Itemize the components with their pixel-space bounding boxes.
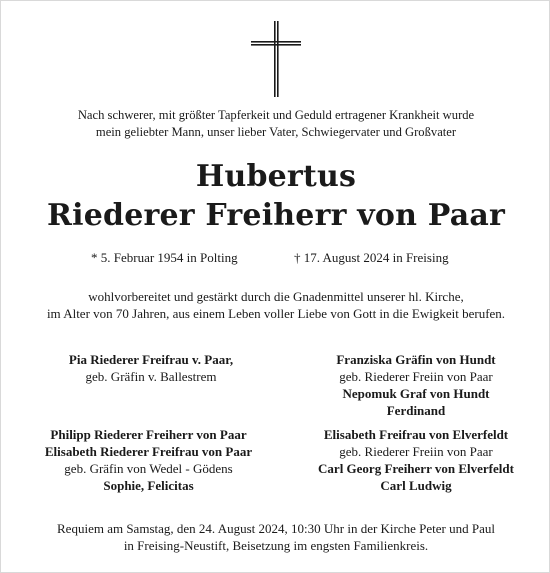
family-group-philipp bbox=[11, 426, 286, 494]
requiem-line-1: Requiem am Samstag, den 24. August 2024, 10:30 Uhr in der Kirche Peter und Paul bbox=[57, 521, 495, 536]
requiem-info bbox=[1, 520, 550, 554]
family-group-widow bbox=[31, 351, 271, 385]
birth-date: * 5. Februar 1954 in Polting bbox=[91, 250, 238, 265]
family-member-name: Franziska Gräfin von Hundt bbox=[336, 352, 496, 367]
family-member-note: geb. Gräfin v. Ballestrem bbox=[85, 369, 217, 384]
family-member-name: Elisabeth Freifrau von Elverfeldt bbox=[323, 427, 509, 442]
phrase-line-2: im Alter von 70 Jahren, aus einem Leben voller Liebe von Gott in die Ewigkeit berufen. bbox=[46, 306, 506, 321]
death-date: † 17. August 2024 in Freising bbox=[294, 250, 449, 265]
family-member-note: geb. Gräfin von Wedel - Gödens bbox=[64, 461, 233, 476]
intro-line-2: mein geliebter Mann, unser lieber Vater, Schwiegervater und Großvater bbox=[95, 125, 457, 139]
family-group-elverfeldt bbox=[291, 426, 541, 494]
death-phrase bbox=[1, 288, 550, 322]
family-member-child: Ferdinand bbox=[386, 403, 446, 418]
latin-cross-icon bbox=[251, 21, 301, 97]
life-dates bbox=[1, 250, 550, 268]
phrase-line-1: wohlvorbereitet und gestärkt durch die Gnadenmittel unserer hl. Kirche, bbox=[88, 289, 464, 304]
family-member-spouse: Nepomuk Graf von Hundt bbox=[342, 386, 490, 401]
requiem-line-2: in Freising-Neustift, Beisetzung im engsten Familienkreis. bbox=[123, 538, 429, 553]
intro-text bbox=[1, 107, 550, 141]
family-member-name: Philipp Riederer Freiherr von Paar bbox=[50, 427, 247, 442]
family-member-children: Sophie, Felicitas bbox=[103, 478, 194, 493]
deceased-first-name: Hubertus bbox=[195, 159, 357, 194]
family-member-spouse: Elisabeth Riederer Freifrau von Paar bbox=[44, 444, 253, 459]
family-member-note: geb. Riederer Freiin von Paar bbox=[339, 369, 493, 384]
family-group-hundt bbox=[291, 351, 541, 419]
intro-line-1: Nach schwerer, mit größter Tapferkeit und Geduld ertragener Krankheit wurde bbox=[77, 108, 475, 122]
family-member-child: Carl Ludwig bbox=[380, 478, 452, 493]
deceased-surname: Riederer Freiherr von Paar bbox=[47, 198, 505, 233]
family-member-spouse: Carl Georg Freiherr von Elverfeldt bbox=[318, 461, 514, 476]
family-member-note: geb. Riederer Freiin von Paar bbox=[339, 444, 493, 459]
family-member-name: Pia Riederer Freifrau v. Paar, bbox=[68, 352, 234, 367]
